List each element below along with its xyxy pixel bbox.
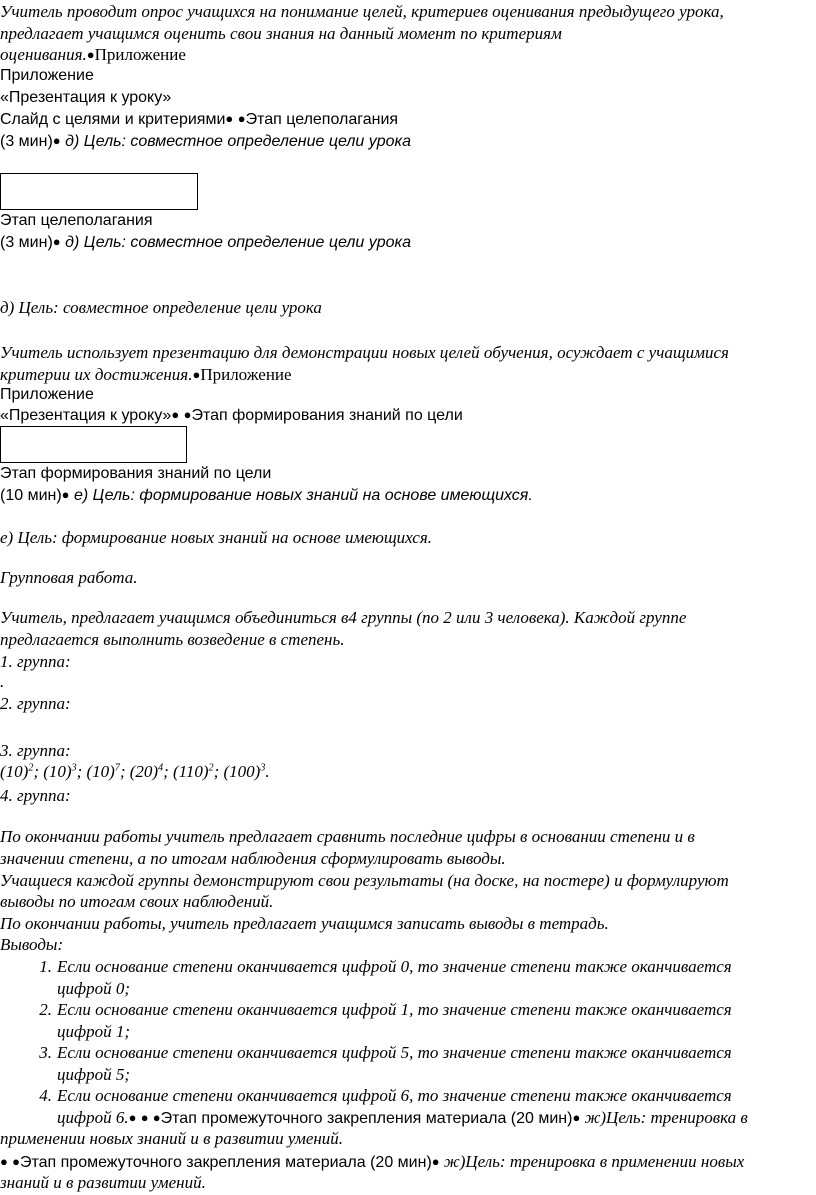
bullet-icon: ●: [86, 47, 95, 62]
goal-paragraph: е) Цель: формирование новых знаний на основе имеющихся.: [0, 528, 432, 547]
power-separator: ;: [213, 762, 224, 781]
stage-label: Этап целеполагания: [245, 111, 399, 128]
goal-text: : совместное определение цели урока: [121, 234, 411, 251]
list-item-text: Если основание степени оканчивается цифрой 1, то значение степени также оканчивается: [57, 1000, 732, 1019]
stage-goal-line: [0, 1152, 744, 1172]
presentation-stage-line: [0, 407, 463, 425]
bullet-icon: ●: [140, 1110, 149, 1125]
goal-text: ж)Цель: тренировка в: [580, 1108, 748, 1127]
list-item-text: Если основание степени оканчивается цифрой 5, то значение степени также оканчивается: [57, 1043, 732, 1062]
instruction-line-5: По окончании работы, учитель предлагает учащимся записать выводы в тетрадь.: [0, 914, 609, 933]
bullet-icon: ●: [12, 1154, 20, 1169]
goal-letter: д): [65, 234, 80, 251]
bullet-icon: ●: [171, 407, 180, 422]
goal-line: [0, 234, 411, 252]
presentation-label: «Презентация к уроку»: [0, 407, 172, 424]
power-exponent: 7: [114, 762, 120, 774]
bullet-icon: ●: [192, 367, 201, 382]
appendix-label: Приложение: [0, 67, 94, 84]
appendix-label: Приложение: [0, 386, 94, 403]
list-item-number: 1.: [39, 957, 52, 976]
task-line-2: предлагается выполнить возведение в степень.: [0, 630, 345, 649]
stage-label: Этап промежуточного закрепления материала (20 мин): [160, 1110, 573, 1127]
goal-label: Цель: [79, 234, 122, 251]
intro-line-3: [0, 45, 186, 65]
bullet-icon: ●: [572, 1110, 581, 1125]
goal-text: е) Цель: формирование новых знаний на основе имеющихся.: [73, 487, 533, 504]
intro-text: оценивания.: [0, 45, 87, 64]
power-separator: .: [265, 762, 270, 781]
list-item-text: Если основание степени оканчивается цифрой 6, то значение степени также оканчивается: [57, 1086, 732, 1105]
appendix-label: Приложение: [200, 365, 292, 384]
bullet-icon: ●: [128, 1110, 137, 1125]
image-placeholder: [0, 173, 198, 210]
presentation-paragraph-line-2: [0, 365, 292, 385]
bullet-icon: ●: [183, 407, 192, 422]
presentation-label: «Презентация к уроку»: [0, 89, 172, 106]
bullet-icon: ●: [52, 133, 61, 148]
power-exponent: 3: [260, 762, 266, 774]
goal-line: [0, 487, 533, 505]
instruction-line-3: Учащиеся каждой группы демонстрируют свои результаты (на доске, на постере) и формулируют: [0, 871, 729, 890]
bullet-icon: ●: [52, 234, 61, 249]
group-2-label: 2. группа:: [0, 694, 71, 713]
slide-label: Слайд с целями и критериями: [0, 111, 226, 128]
group-4-label: 4. группа:: [0, 786, 71, 805]
stage-label: Этап промежуточного закрепления материала (20 мин): [19, 1154, 432, 1171]
appendix-label: Приложение: [94, 45, 186, 64]
presentation-paragraph-line-1: Учитель использует презентацию для демонстрации новых целей обучения, осуждает с учащимися: [0, 343, 729, 362]
list-item-number: 4.: [39, 1086, 52, 1105]
goal-continuation: знаний и в развитии умений.: [0, 1173, 206, 1192]
power-base: (110): [173, 762, 209, 781]
list-item-text: цифрой 1;: [57, 1022, 130, 1041]
power-separator: ;: [119, 762, 130, 781]
group-1-label: 1. группа:: [0, 652, 71, 671]
power-exponent: 2: [28, 762, 34, 774]
goal-letter: д): [65, 133, 80, 150]
list-item-last-line: [57, 1108, 748, 1128]
list-item-text: цифрой 5;: [57, 1065, 130, 1084]
list-item-text: цифрой 6.: [57, 1108, 129, 1127]
time-label: (10 мин): [0, 487, 62, 504]
power-exponent: 2: [208, 762, 214, 774]
time-label: (3 мин): [0, 234, 53, 251]
time-label: (3 мин): [0, 133, 53, 150]
goal-text: ж)Цель: тренировка в применении новых: [439, 1152, 745, 1171]
power-base: (20): [129, 762, 159, 781]
stage-label: Этап формирования знаний по цели: [0, 465, 272, 482]
power-base: (10): [43, 762, 72, 781]
goal-text: : совместное определение цели урока: [121, 133, 411, 150]
powers-expression: [0, 762, 270, 782]
power-exponent: 3: [71, 762, 77, 774]
power-base: (10): [0, 762, 29, 781]
slide-stage-line: [0, 111, 398, 129]
bullet-icon: ●: [225, 111, 234, 126]
goal-continuation: применении новых знаний и в развитии умений.: [0, 1129, 344, 1148]
power-separator: ;: [33, 762, 44, 781]
instruction-line-1: По окончании работы учитель предлагает сравнить последние цифры в основании степени и в: [0, 827, 695, 846]
image-placeholder: [0, 426, 187, 463]
list-item-number: 3.: [39, 1043, 52, 1062]
bullet-icon: ●: [152, 1110, 161, 1125]
instruction-line-4: выводы по итогам своих наблюдений.: [0, 892, 274, 911]
list-item-number: 2.: [39, 1000, 52, 1019]
power-base: (100): [223, 762, 261, 781]
intro-line-1: Учитель проводит опрос учащихся на понимание целей, критериев оценивания предыдущего урока,: [0, 2, 724, 21]
power-base: (10): [86, 762, 115, 781]
stage-label: Этап целеполагания: [0, 212, 153, 229]
power-exponent: 4: [158, 762, 164, 774]
goal-label: Цель: [79, 133, 122, 150]
group-work-heading: Групповая работа.: [0, 568, 138, 587]
group-1-dot: .: [0, 672, 5, 691]
bullet-icon: ●: [61, 487, 70, 502]
goal-line: [0, 133, 411, 151]
task-line-1: Учитель, предлагает учащимся объединиться в4 группы (по 2 или 3 человека). Каждой группе: [0, 608, 687, 627]
power-separator: ;: [163, 762, 173, 781]
instruction-line-2: значении степени, а по итогам наблюдения сформулировать выводы.: [0, 849, 506, 868]
goal-paragraph: д) Цель: совместное определение цели урока: [0, 298, 322, 317]
criteria-text: критерии их достижения.: [0, 365, 193, 384]
stage-label: Этап формирования знаний по цели: [191, 407, 463, 424]
intro-line-2: предлагает учащимся оценить свои знания на данный момент по критериям: [0, 24, 562, 43]
bullet-icon: ●: [237, 111, 246, 126]
bullet-icon: ●: [431, 1154, 440, 1169]
bullet-icon: ●: [0, 1154, 8, 1169]
list-item-text: цифрой 0;: [57, 979, 130, 998]
conclusions-heading: Выводы:: [0, 935, 64, 954]
power-separator: ;: [76, 762, 87, 781]
list-item-text: Если основание степени оканчивается цифрой 0, то значение степени также оканчивается: [57, 957, 732, 976]
group-3-label: 3. группа:: [0, 741, 71, 760]
